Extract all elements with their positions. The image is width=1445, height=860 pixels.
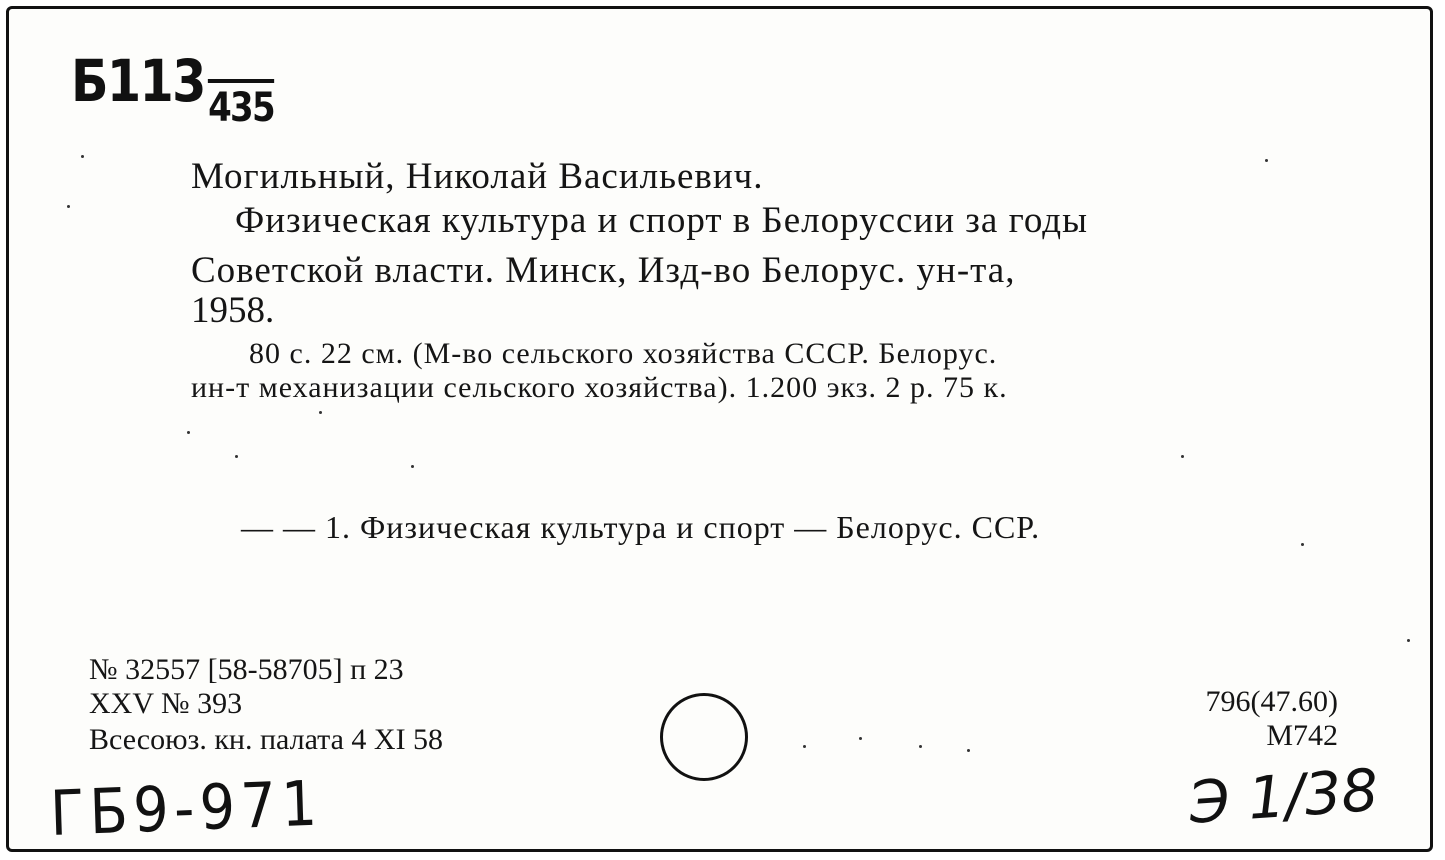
shelf-mark-sub: 435 xyxy=(208,79,274,131)
punch-hole-circle xyxy=(660,693,748,781)
speck xyxy=(1301,543,1304,546)
speck xyxy=(919,745,922,748)
speck xyxy=(1265,159,1268,162)
speck xyxy=(411,465,414,468)
speck xyxy=(235,455,238,458)
speck xyxy=(803,745,806,748)
catalog-card xyxy=(6,6,1433,852)
shelf-mark-main: Б113 xyxy=(71,47,205,115)
footer-line-1: № 32557 [58-58705] п 23 xyxy=(89,653,404,686)
author-mark: М742 xyxy=(1266,719,1338,752)
speck xyxy=(1181,455,1184,458)
footer-line-3: Всесоюз. кн. палата 4 XI 58 xyxy=(89,723,444,756)
classification-number: 796(47.60) xyxy=(1205,685,1338,718)
speck xyxy=(67,205,70,208)
inventory-number-handwritten: Э 1/38 xyxy=(1187,755,1381,837)
speck xyxy=(967,749,970,752)
speck xyxy=(81,155,84,158)
subject-heading: — — 1. Физическая культура и спорт — Белорус. ССР. xyxy=(241,509,1041,545)
physical-description-line-1: 80 с. 22 см. (М-во сельского хозяйства СССР. Белорус. xyxy=(249,337,998,370)
shelf-mark-handwritten xyxy=(71,47,274,131)
speck xyxy=(1407,639,1410,642)
physical-description-line-2: ин-т механизации сельского хозяйства). 1.200 экз. 2 р. 75 к. xyxy=(191,371,1008,404)
title-line-3: 1958. xyxy=(191,290,275,331)
speck xyxy=(187,431,190,434)
title-line-2: Советской власти. Минск, Изд-во Белорус. ун-та, xyxy=(191,250,1016,291)
title-line-1: Физическая культура и спорт в Белоруссии за годы xyxy=(235,200,1088,241)
shelf-code-handwritten: ГБ9-971 xyxy=(49,766,324,850)
speck xyxy=(319,411,322,414)
author-heading: Могильный, Николай Васильевич. xyxy=(191,156,764,197)
speck xyxy=(859,737,862,740)
footer-line-2: XXV № 393 xyxy=(89,687,243,720)
